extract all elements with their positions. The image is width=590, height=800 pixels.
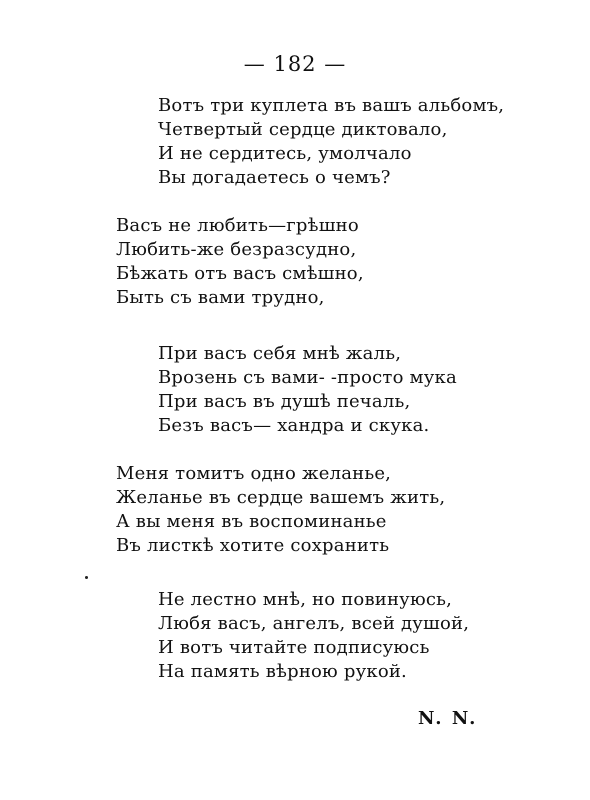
verse-line: Быть съ вами трудно, bbox=[116, 287, 325, 308]
verse-line: Любить-же безразсудно, bbox=[116, 239, 357, 260]
verse-line: А вы меня въ воспоминанье bbox=[116, 511, 387, 532]
verse-line: Вы догадаетесь о чемъ? bbox=[158, 167, 391, 188]
verse-line: На память вѣрною рукой. bbox=[158, 661, 407, 682]
verse-line: Меня томитъ одно желанье, bbox=[116, 463, 392, 484]
verse-line: Въ листкѣ хотите сохранить bbox=[116, 535, 390, 556]
verse-line: Бѣжать отъ васъ смѣшно, bbox=[116, 263, 364, 284]
signature: N. N. bbox=[418, 708, 478, 729]
verse-line: И не сердитесь, умолчало bbox=[158, 143, 412, 164]
verse-line: Вотъ три куплета въ вашъ альбомъ, bbox=[158, 95, 505, 116]
print-speck bbox=[85, 576, 88, 579]
verse-line: Четвертый сердце диктовало, bbox=[158, 119, 448, 140]
verse-line: И вотъ читайте подписуюсь bbox=[158, 637, 430, 658]
stanza-3 bbox=[158, 342, 457, 438]
verse-line: Не лестно мнѣ, но повинуюсь, bbox=[158, 589, 453, 610]
verse-line: При васъ въ душѣ печаль, bbox=[158, 391, 411, 412]
stanza-1 bbox=[158, 94, 504, 190]
stanza-4 bbox=[116, 462, 445, 558]
verse-line: Васъ не любить—грѣшно bbox=[116, 215, 359, 236]
stanza-5 bbox=[158, 588, 469, 684]
verse-line: Врозень съ вами- -просто мука bbox=[158, 367, 457, 388]
stanza-2 bbox=[116, 214, 364, 310]
page-number: — 182 — bbox=[243, 52, 347, 76]
verse-line: При васъ себя мнѣ жаль, bbox=[158, 343, 402, 364]
verse-line: Любя васъ, ангелъ, всей душой, bbox=[158, 613, 470, 634]
verse-line: Безъ васъ— хандра и скука. bbox=[158, 415, 430, 436]
verse-line: Желанье въ сердце вашемъ жить, bbox=[116, 487, 446, 508]
